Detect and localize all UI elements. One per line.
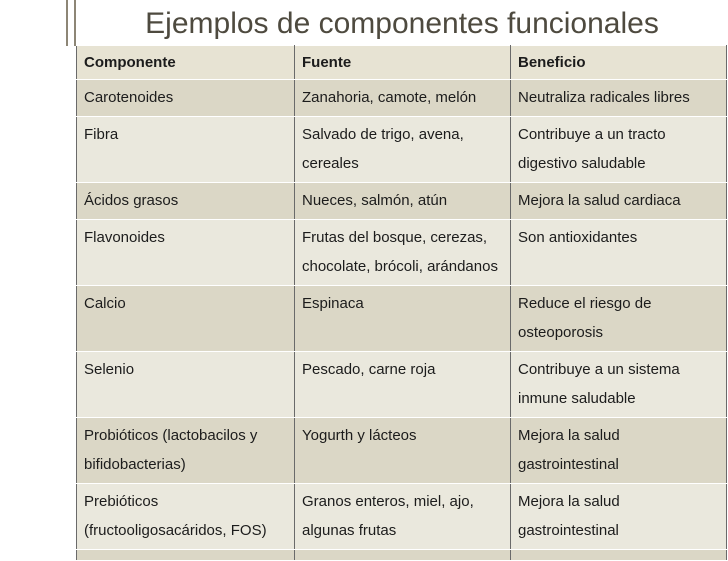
table-row (77, 418, 727, 484)
table-row (77, 352, 727, 418)
header-componente: Componente (77, 46, 295, 80)
slide-title: Ejemplos de componentes funcionales (145, 7, 659, 40)
header-beneficio: Beneficio (511, 46, 727, 80)
decorative-line (66, 0, 68, 46)
cell-beneficio: Mejora la salud cardiaca (511, 183, 727, 220)
cell-componente: Ácidos grasos (77, 183, 295, 220)
cell-beneficio: Son antioxidantes (511, 220, 727, 286)
cell-beneficio: Neutraliza radicales libres (511, 80, 727, 117)
table-header-row (77, 46, 727, 80)
table-row (77, 286, 727, 352)
table-row-cut-off (77, 550, 727, 561)
cell-beneficio: Reduce el riesgo de osteoporosis (511, 286, 727, 352)
table-row (77, 484, 727, 550)
cell-empty (77, 550, 295, 561)
cell-fuente: Zanahoria, camote, melón (295, 80, 511, 117)
table-row (77, 183, 727, 220)
cell-fuente: Granos enteros, miel, ajo, algunas frutas (295, 484, 511, 550)
cell-beneficio: Mejora la salud gastrointestinal (511, 484, 727, 550)
cell-fuente: Frutas del bosque, cerezas, chocolate, brócoli, arándanos (295, 220, 511, 286)
cell-componente: Prebióticos (fructooligosacáridos, FOS) (77, 484, 295, 550)
cell-componente: Selenio (77, 352, 295, 418)
cell-componente: Probióticos (lactobacilos y bifidobacterias) (77, 418, 295, 484)
cell-beneficio: Contribuye a un tracto digestivo saludable (511, 117, 727, 183)
cell-empty (295, 550, 511, 561)
functional-components-table (76, 45, 727, 561)
cell-fuente: Nueces, salmón, atún (295, 183, 511, 220)
header-fuente: Fuente (295, 46, 511, 80)
cell-beneficio: Contribuye a un sistema inmune saludable (511, 352, 727, 418)
cell-componente: Flavonoides (77, 220, 295, 286)
cell-componente: Calcio (77, 286, 295, 352)
cell-beneficio: Mejora la salud gastrointestinal (511, 418, 727, 484)
cell-fuente: Pescado, carne roja (295, 352, 511, 418)
table-row (77, 220, 727, 286)
slide-left-margin (0, 0, 76, 546)
cell-componente: Fibra (77, 117, 295, 183)
cell-empty (511, 550, 727, 561)
cell-fuente: Salvado de trigo, avena, cereales (295, 117, 511, 183)
table-row (77, 80, 727, 117)
cell-fuente: Espinaca (295, 286, 511, 352)
table-row (77, 117, 727, 183)
cell-componente: Carotenoides (77, 80, 295, 117)
cell-fuente: Yogurth y lácteos (295, 418, 511, 484)
